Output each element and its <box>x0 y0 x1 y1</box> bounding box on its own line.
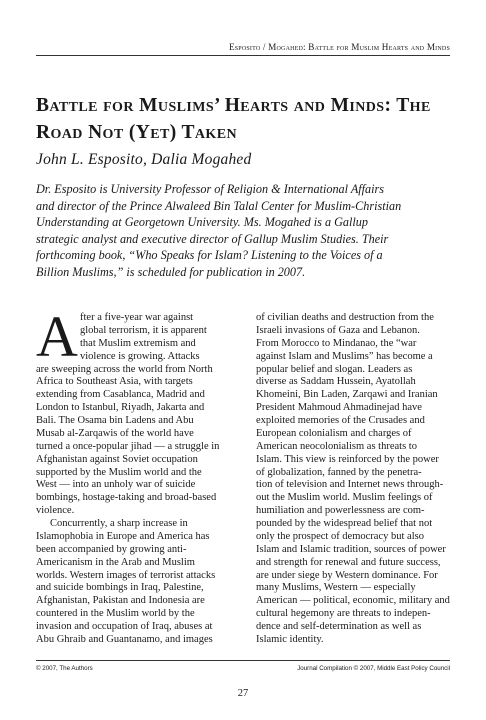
body-line: are under siege by Western dominance. For <box>256 569 438 581</box>
body-line: invasion and occupation of Iraq, abuses at <box>36 621 213 632</box>
body-line: Islam and Islamic tradition, sources of power <box>256 543 446 555</box>
body-line: Bali. The Osama bin Ladens and Abu <box>36 415 194 426</box>
bio-line: Understanding at Georgetown University. Ms. Mogahed is a Gallup <box>36 215 368 230</box>
page-number: 27 <box>237 688 249 699</box>
bio-line: strategic analyst and executive director of Gallup Muslim Studies. Their <box>36 231 389 246</box>
body-line: of civilian deaths and destruction from the <box>256 312 434 323</box>
body-line: out the Muslim world. Muslim feelings of <box>256 492 433 504</box>
bio-line: Dr. Esposito is University Professor of Religion & International Affairs <box>36 182 385 196</box>
body-line: European colonialism and charges of <box>256 427 412 439</box>
body-line: From Morocco to Mindanao, the “war <box>256 337 417 349</box>
body-line: violence is growing. Attacks <box>80 350 200 362</box>
body-line: turned a once-popular jihad — a struggle in <box>36 440 220 452</box>
drop-cap: A <box>36 304 78 369</box>
body-line: worlds. Western images of terrorist attacks <box>36 569 216 581</box>
body-line: Americanism in the Arab and Muslim <box>36 556 195 568</box>
body-line: extending from Casablanca, Madrid and <box>36 389 205 401</box>
body-line: and suicide bombings in Iraq, Palestine, <box>36 582 204 594</box>
article-authors: John L. Esposito, Dalia Mogahed <box>36 151 252 168</box>
body-line: against Islam and Muslims” has become a <box>256 350 433 362</box>
body-column-right <box>256 312 452 647</box>
body-line: exploited memories of the Crusades and <box>256 415 425 426</box>
body-line: humiliation and powerlessness are com- <box>256 505 425 517</box>
body-line: Khomeini, Bin Laden, Zarqawi and Iranian <box>256 389 438 401</box>
body-line: Islamophobia in Europe and America has <box>36 530 210 542</box>
body-line: Musab al-Zarqawis of the world have <box>36 427 194 439</box>
body-line: and strength for renewal and future success, <box>256 556 441 568</box>
body-line: only the prospect of democracy but also <box>256 530 424 542</box>
body-line: West — into an unholy war of suicide <box>36 479 196 491</box>
body-line: Islam. This view is reinforced by the power <box>256 453 439 465</box>
body-line: supported by the Muslim world and the <box>36 466 202 478</box>
body-line: American neocolonialism as threats to <box>256 440 417 452</box>
body-line: pounded by the widespread belief that not <box>256 518 433 529</box>
body-line: Africa to Southeast Asia, with targets <box>36 376 193 388</box>
body-line: many Muslims, Western — especially <box>256 582 416 594</box>
header-rule <box>36 55 450 56</box>
article-title <box>36 92 456 146</box>
body-line: fter a five-year war against <box>80 312 194 323</box>
bio-line: forthcoming book, “Who Speaks for Islam? Listening to the Voices of a <box>36 248 383 263</box>
body-line: Afghanistan, Pakistan and Indonesia are <box>36 595 205 607</box>
body-line: Afghanistan against Soviet occupation <box>36 453 198 465</box>
body-line: that Muslim extremism and <box>80 337 196 349</box>
body-line: violence. <box>36 505 75 517</box>
body-line: cultural hegemony are threats to indepen- <box>256 608 431 620</box>
body-line: diverse as Saddam Hussein, Ayatollah <box>256 376 416 388</box>
title-line-2: Road Not (Yet) Taken <box>36 122 237 143</box>
body-line: bombings, hostage-taking and broad-based <box>36 492 217 504</box>
copyright-journal: Journal Compilation © 2007, Middle East Policy Council <box>297 665 450 672</box>
bio-line: and director of the Prince Alwaleed Bin Talal Center for Muslim-Christian <box>36 198 402 213</box>
body-line: popular belief and slogan. Leaders as <box>256 363 413 375</box>
bio-line: Billion Muslims,” is scheduled for publication in 2007. <box>36 264 306 279</box>
body-line: Islamic identity. <box>256 633 324 645</box>
body-line: President Mahmoud Ahmadinejad have <box>256 402 422 414</box>
body-line: been accompanied by growing anti- <box>36 543 187 555</box>
body-line: Israeli invasions of Gaza and Lebanon. <box>256 324 420 336</box>
body-line: global terrorism, it is apparent <box>80 324 207 336</box>
body-line: countered in the Muslim world by the <box>36 608 195 620</box>
body-line: London to Istanbul, Riyadh, Jakarta and <box>36 402 205 414</box>
body-line: dence and self-determination as well as <box>256 621 422 632</box>
running-head: Esposito / Mogahed: Battle for Muslim Hearts and Minds <box>228 42 450 52</box>
author-bio <box>36 181 456 281</box>
copyright-authors: © 2007, The Authors <box>36 665 93 672</box>
body-line: American — political, economic, military and <box>256 595 450 607</box>
body-column-left <box>36 312 232 647</box>
title-line-1: Battle for Muslims’ Hearts and Minds: The <box>36 95 431 116</box>
body-line: are sweeping across the world from North <box>36 363 213 375</box>
body-line: Concurrently, a sharp increase in <box>50 518 188 529</box>
body-line: of globalization, fanned by the penetra- <box>256 466 422 478</box>
body-line: Abu Ghraib and Guantanamo, and images <box>36 633 213 645</box>
footer-rule <box>36 660 450 661</box>
body-line: tion of television and Internet news through- <box>256 479 444 491</box>
